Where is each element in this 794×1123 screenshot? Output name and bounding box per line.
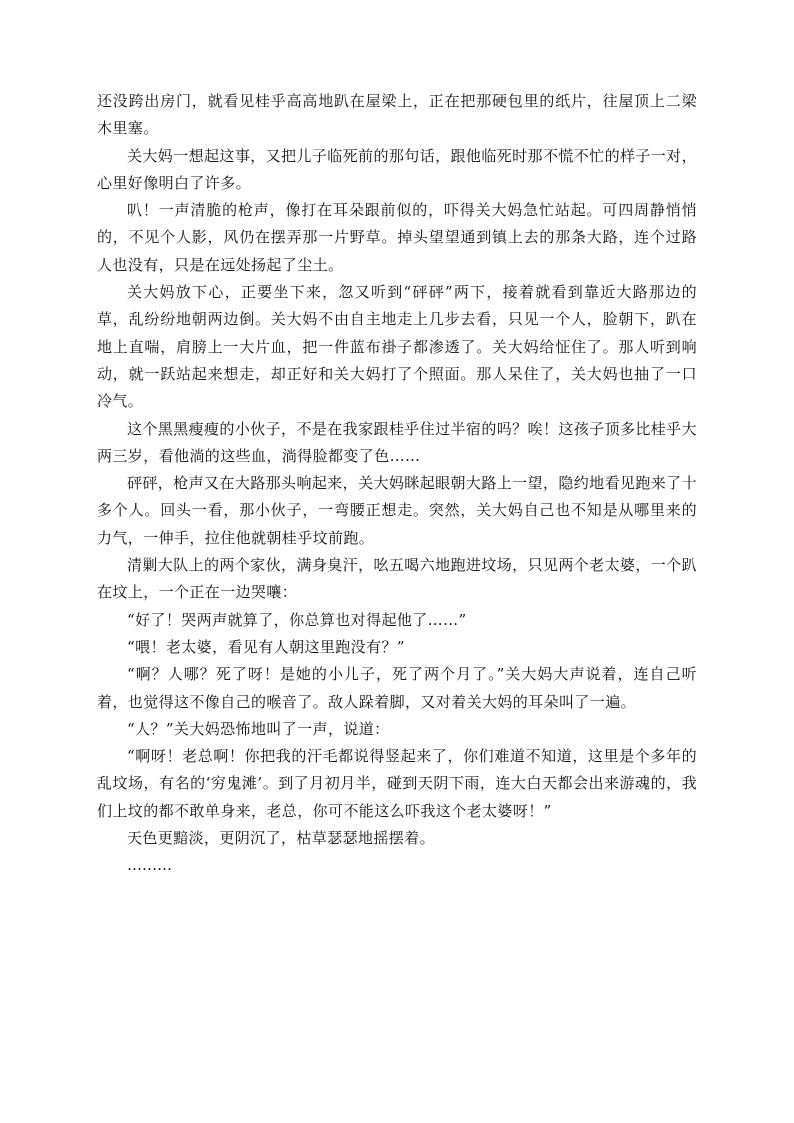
paragraph-1: 还没跨出房门，就看见桂乎高高地趴在屋梁上，正在把那硬包里的纸片，往屋顶上二梁木里塞。 bbox=[97, 92, 697, 138]
paragraph-4: 关大妈放下心，正要坐下来，忽又听到“砰砰”两下，接着就看到靠近大路那边的草，乱纷纷地朝两边倒。关大妈不由自主地走上几步去看，只见一个人，脸朝下，趴在地上直喘，肩膀上一大片血，把一件蓝布褂子都渗透了。关大妈给怔住了。那人听到响动，就一跃站起来想走，却正好和关大妈打了个照面。那人呆住了，关大妈也抽了一口冷气。 bbox=[97, 283, 697, 411]
ellipsis: ……… bbox=[127, 856, 172, 875]
paragraph-12: “啊呀！老总啊！你把我的汗毛都说得竖起来了，你们难道不知道，这里是个多年的乱坟场，有名的‘穷鬼滩’。到了月初月半，碰到天阴下雨，连大白天都会出来游魂的，我们上坟的都不敢单身来，老总，你可不能这么吓我这个老太婆呀！” bbox=[97, 747, 697, 820]
paragraph-7: 清剿大队上的两个家伙，满身臭汗，吆五喝六地跑进坟场，只见两个老太婆，一个趴在坟上，一个正在一边哭嚷： bbox=[97, 556, 697, 602]
paragraph-8: “好了！哭两声就算了，你总算也对得起他了……” bbox=[127, 610, 467, 629]
paragraph-11: “人？”关大妈恐怖地叫了一声，说道： bbox=[127, 719, 390, 738]
document-body bbox=[97, 88, 697, 880]
paragraph-3: 叭！一声清脆的枪声，像打在耳朵跟前似的，吓得关大妈急忙站起。可四周静悄悄的，不见个人影，风仍在摆弄那一片野草。掉头望望通到镇上去的那条大路，连个过路人也没有，只是在远处扬起了尘土。 bbox=[97, 201, 697, 274]
paragraph-9: “喂！老太婆，看见有人朝这里跑没有？” bbox=[127, 637, 405, 656]
paragraph-10: “啊？人哪？死了呀！是她的小儿子，死了两个月了。”关大妈大声说着，连自己听着，也觉得这不像自己的喉音了。敌人跺着脚，又对着关大妈的耳朵叫了一遍。 bbox=[97, 665, 697, 711]
paragraph-2: 关大妈一想起这事，又把儿子临死前的那句话，跟他临死时那不慌不忙的样子一对，心里好像明白了许多。 bbox=[97, 146, 697, 192]
paragraph-5: 这个黑黑瘦瘦的小伙子，不是在我家跟桂乎住过半宿的吗？唉！这孩子顶多比桂乎大两三岁，看他淌的这些血，淌得脸都变了色…… bbox=[97, 419, 697, 465]
paragraph-6: 砰砰，枪声又在大路那头响起来，关大妈眯起眼朝大路上一望，隐约地看见跑来了十多个人。回头一看，那小伙子，一弯腰正想走。突然，关大妈自己也不知是从哪里来的力气，一伸手，拉住他就朝桂乎坟前跑。 bbox=[97, 474, 697, 547]
paragraph-13: 天色更黯淡，更阴沉了，枯草瑟瑟地摇摆着。 bbox=[127, 829, 436, 848]
